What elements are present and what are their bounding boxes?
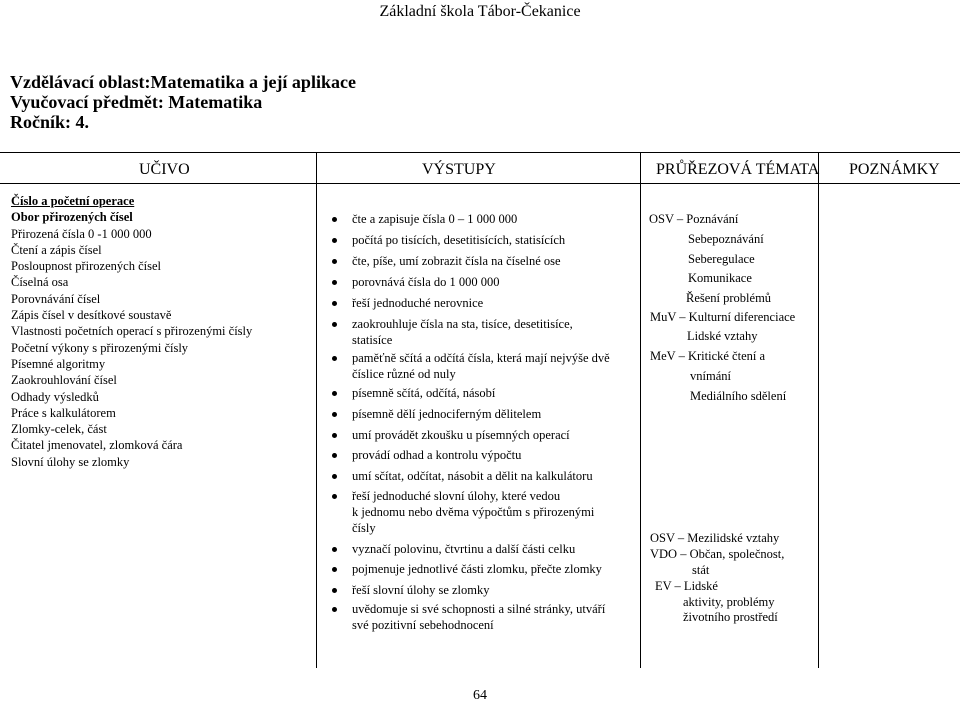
prurez-line: aktivity, problémy <box>683 595 775 609</box>
ucivo-item: Zaokrouhlování čísel <box>11 373 117 388</box>
vystup-text: paměťně sčítá a odčítá čísla, která mají nejvýše dvě <box>352 351 610 365</box>
vystup-text: statisíce <box>352 333 393 347</box>
prurez-line: MeV – Kritické čtení a <box>650 349 766 363</box>
vystup-text: písemně sčítá, odčítá, násobí <box>352 386 496 400</box>
column-header-poznamky: POZNÁMKY <box>849 161 940 178</box>
vystup-text: čte a zapisuje čísla 0 – 1 000 000 <box>352 212 518 226</box>
vystup-text: řeší slovní úlohy se zlomky <box>352 583 490 597</box>
ucivo-item: Porovnávání čísel <box>11 291 101 306</box>
subject-name: Vyučovací předmět: Matematika <box>10 92 263 112</box>
bullet-icon <box>332 474 337 479</box>
column-divider-1 <box>316 152 317 668</box>
bullet-icon <box>332 280 337 285</box>
vystup-item <box>332 406 630 422</box>
bullet-icon <box>332 567 337 572</box>
column-header-vystupy: VÝSTUPY <box>422 161 496 178</box>
vystup-item <box>332 447 630 463</box>
prurez-line: OSV – Mezilidské vztahy <box>650 531 780 545</box>
prurez-line: Sebepoznávání <box>688 232 764 246</box>
vystup-item <box>332 316 630 348</box>
vystup-text: čísly <box>352 521 376 535</box>
ucivo-item: Práce s kalkulátorem <box>11 405 116 420</box>
vystup-item <box>332 211 630 227</box>
grade: Ročník: 4. <box>10 112 90 132</box>
prurez-line: Mediálního sdělení <box>690 389 787 403</box>
ucivo-item: Vlastnosti početních operací s přirozenými čísly <box>11 324 253 339</box>
bullet-icon <box>332 412 337 417</box>
prurez-line: EV – Lidské <box>655 579 718 593</box>
prurez-line: MuV – Kulturní diferenciace <box>650 310 796 324</box>
vystup-text: zaokrouhluje čísla na sta, tisíce, desetitisíce, <box>352 317 573 331</box>
bullet-icon <box>332 217 337 222</box>
ucivo-item: Slovní úlohy se zlomky <box>11 454 130 469</box>
vystup-text: provádí odhad a kontrolu výpočtu <box>352 448 522 462</box>
vystup-item <box>332 541 630 557</box>
table-top-border <box>0 152 960 153</box>
document-meta <box>10 72 356 132</box>
vystup-item <box>332 350 630 382</box>
bullet-icon <box>332 453 337 458</box>
bullet-icon <box>332 433 337 438</box>
prurez-line: OSV – Poznávání <box>649 212 739 226</box>
bullet-icon <box>332 391 337 396</box>
ucivo-item: Početní výkony s přirozenými čísly <box>11 340 189 355</box>
bullet-icon <box>332 356 337 361</box>
ucivo-heading: Číslo a početní operace <box>11 194 135 208</box>
vystup-text: umí provádět zkoušku u písemných operací <box>352 428 570 442</box>
table-header-border <box>0 183 960 184</box>
ucivo-item: Číselná osa <box>11 275 69 290</box>
vystup-text: porovnává čísla do 1 000 000 <box>352 275 500 289</box>
vystup-item <box>332 468 630 484</box>
bullet-icon <box>332 301 337 306</box>
ucivo-item: Zápis čísel v desítkové soustavě <box>11 308 172 323</box>
vystup-text: pojmenuje jednotlivé části zlomku, přečte zlomky <box>352 562 602 576</box>
vystup-item <box>332 274 630 290</box>
vystup-text: řeší jednoduché slovní úlohy, které vedou <box>352 489 561 503</box>
prurez-line: stát <box>692 563 710 577</box>
ucivo-column <box>11 193 252 470</box>
bullet-icon <box>332 322 337 327</box>
vystup-item <box>332 582 630 598</box>
column-divider-2 <box>640 152 641 668</box>
page-number: 64 <box>473 688 487 703</box>
column-divider-3 <box>818 152 819 668</box>
vystup-item <box>332 232 630 248</box>
prurez-line: Komunikace <box>688 271 752 285</box>
vystup-text: k jednomu nebo dvěma výpočtům s přirozenými <box>352 505 595 519</box>
school-header: Základní škola Tábor-Čekanice <box>379 3 581 20</box>
vystup-text: počítá po tisících, desetitisících, statisících <box>352 233 566 247</box>
vystup-text: umí sčítat, odčítat, násobit a dělit na kalkulátoru <box>352 469 593 483</box>
vystup-item <box>332 488 630 536</box>
bullet-icon <box>332 259 337 264</box>
ucivo-item: Čitatel jmenovatel, zlomková čára <box>11 438 183 453</box>
vystup-item <box>332 253 630 269</box>
column-header-prurezova-temata: PRŮŘEZOVÁ TÉMATA <box>656 161 820 178</box>
prurez-line: vnímání <box>690 369 731 383</box>
vystup-text: své pozitivní sebehodnocení <box>352 618 494 632</box>
vystup-item <box>332 427 630 443</box>
prurez-line: Řešení problémů <box>686 291 772 305</box>
vystup-item <box>332 601 630 633</box>
bullet-icon <box>332 607 337 612</box>
vystup-text: vyznačí polovinu, čtvrtinu a další části celku <box>352 542 576 556</box>
prurez-line: Lidské vztahy <box>687 329 758 343</box>
vystup-text: čte, píše, umí zobrazit čísla na číselné ose <box>352 254 561 268</box>
ucivo-item: Písemné algoritmy <box>11 356 106 371</box>
prurez-line: životního prostředí <box>683 610 778 624</box>
ucivo-item: Odhady výsledků <box>11 389 99 404</box>
column-header-ucivo: UČIVO <box>139 161 190 178</box>
vystup-text: číslice různé od nuly <box>352 367 456 381</box>
vystup-text: uvědomuje si své schopnosti a silné stránky, utváří <box>352 602 606 616</box>
vystup-text: řeší jednoduché nerovnice <box>352 296 484 310</box>
vystup-item <box>332 385 630 401</box>
subject-area: Vzdělávací oblast:Matematika a její aplikace <box>10 72 356 92</box>
prurez-line: Seberegulace <box>688 252 755 266</box>
bullet-icon <box>332 588 337 593</box>
vystup-item <box>332 295 630 311</box>
bullet-icon <box>332 547 337 552</box>
vystup-item <box>332 561 630 577</box>
ucivo-item: Posloupnost přirozených čísel <box>11 259 161 274</box>
bullet-icon <box>332 494 337 499</box>
ucivo-subheading: Obor přirozených čísel <box>11 210 133 225</box>
ucivo-item: Čtení a zápis čísel <box>11 242 102 257</box>
bullet-icon <box>332 238 337 243</box>
vystup-text: písemně dělí jednociferným dělitelem <box>352 407 542 421</box>
ucivo-item: Přirozená čísla 0 -1 000 000 <box>11 226 152 241</box>
ucivo-item: Zlomky-celek, část <box>11 422 107 437</box>
prurez-line: VDO – Občan, společnost, <box>650 547 785 561</box>
